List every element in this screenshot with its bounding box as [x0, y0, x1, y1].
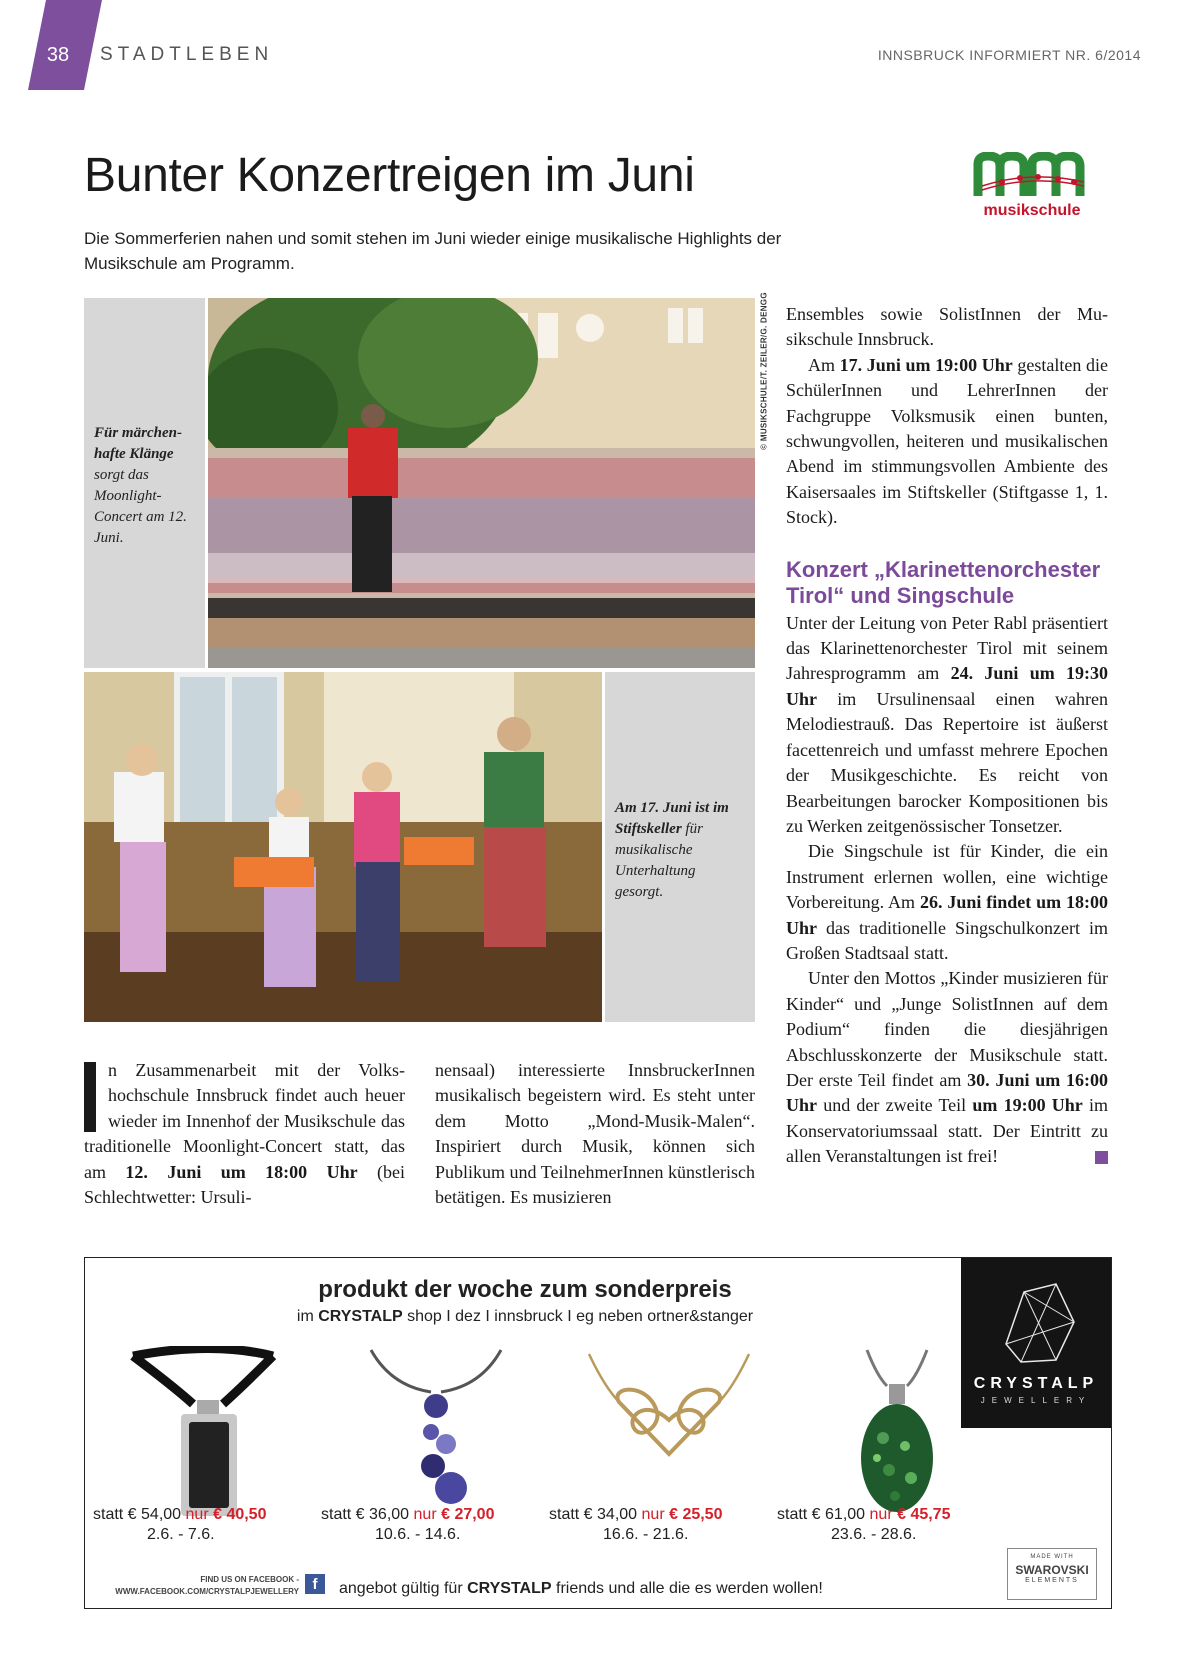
product-green-crystal-egg	[777, 1346, 1017, 1522]
facebook-icon[interactable]: f	[305, 1574, 325, 1594]
product-rectangular-pendant	[93, 1346, 333, 1522]
photo-choir-concert	[208, 298, 755, 668]
ad-title: produkt der woche zum sonderpreis	[318, 1276, 732, 1303]
col3-p3-c: im Ursulinensaal einen wahren Melodiestrauß. Das Repertoire ist äußerst facettenreich und umfasst mehrere Epochen der Musikgeschichte. Es reicht von Bearbeitungen barocker Kompositionen bis zu Werken zeitgenössischer Tonsetzer.	[786, 688, 1108, 836]
facebook-line-2: WWW.FACEBOOK.COM/CRYSTALPJEWELLERY	[115, 1587, 299, 1596]
col3-p2-a: Am	[808, 354, 840, 375]
caption-1	[94, 423, 198, 549]
swarovski-name: SWAROVSKI	[1015, 1563, 1089, 1577]
product-1-nur: nur	[185, 1506, 209, 1523]
ad-subtitle-pre: im	[296, 1308, 319, 1325]
product-1-dates: 2.6. - 7.6.	[147, 1526, 215, 1543]
col3-p4-c: das traditionelle Singschulkonzert im Großen Stadtsaal statt.	[786, 917, 1108, 963]
swarovski-badge	[1007, 1548, 1097, 1600]
crystalp-advertisement	[84, 1257, 1112, 1609]
product-1-new-price: € 40,50	[213, 1506, 267, 1523]
swarovski-made-with: MADE WITH	[1030, 1554, 1074, 1560]
col3-p5-a: Unter den Mottos „Kinder musizieren für Kinder“ und „Junge SolistInnen auf dem Podium“ finden die diesjährigen Abschlusskonzerte der Musikschule statt. Der erste Teil findet am	[786, 968, 1108, 1090]
col3-p5-e: im Konservatoriumssaal statt. Der Eintritt zu allen Veranstaltungen ist frei!	[786, 1095, 1108, 1167]
article-lead: Die Sommerferien nahen und somit stehen im Juni wieder einige musikalische Highlights der Musikschule am Programm.	[84, 229, 782, 273]
ad-footer	[339, 1580, 823, 1598]
col3-para-5	[786, 966, 1108, 1169]
product-3-nur: nur	[641, 1506, 665, 1523]
facebook-link-text[interactable]	[89, 1574, 299, 1598]
subheading-klarinettenorchester: Konzert „Klarinettenorchester Tirol“ und Singschule	[786, 556, 1101, 608]
product-2-new-price: € 27,00	[441, 1506, 495, 1523]
product-3-price	[549, 1506, 789, 1544]
caption-box-2	[605, 672, 755, 1022]
caption-1-rest: sorgt das Moonlight-Concert am 12. Juni.	[94, 467, 187, 546]
col1-bold-date: 12. Juni um 18:00 Uhr	[125, 1161, 358, 1182]
article-column-2	[435, 1058, 755, 1210]
facebook-line-1: FIND US ON FACEBOOK -	[200, 1575, 299, 1584]
col2-text: nensaal) interessierte InnsbruckerInnen musikalisch begeistern wird. Es steht unter dem Motto „Mond-Musik-Malen“. Inspiriert durch Musik, können sich Publikum und TeilnehmerInnen künstlerisch betätigen. Es musizieren	[435, 1060, 755, 1208]
col3-p3-bold: 24. Juni um 19:30 Uhr	[786, 663, 1108, 709]
product-4-dates: 23.6. - 28.6.	[831, 1526, 917, 1543]
caption-box-1	[84, 298, 205, 668]
music-note-logo-icon	[972, 152, 1092, 204]
article-column-3	[786, 302, 1108, 1170]
product-1-price	[93, 1506, 333, 1544]
col3-para-4	[786, 839, 1108, 966]
ad-subtitle	[85, 1308, 965, 1326]
brand-name: CRYSTALP	[973, 1375, 1099, 1392]
col3-p2-bold: 17. Juni um 19:00 Uhr	[839, 354, 1013, 375]
col1-text-2: (bei Schlechtwetter: Ursuli-	[84, 1161, 405, 1208]
publication-info: INNSBRUCK INFORMIERT NR. 6/2014	[877, 47, 1141, 63]
article-end-square-icon	[1095, 1151, 1108, 1164]
product-4-old-price: statt € 61,00	[777, 1506, 866, 1523]
col3-p2-c: gestalten die SchülerInnen und LehrerInnen der Fachgruppe Volksmusik einen bunten, schwungvollen, heiteren und musikalischen Abend im stimmungsvollen Ambiente des Kaisersaales im Stiftskeller (Stiftgasse 1, 1. Stock).	[786, 354, 1109, 528]
product-2-old-price: statt € 36,00	[321, 1506, 410, 1523]
col3-para-2	[786, 353, 1108, 531]
ad-footer-brand: CRYSTALP	[467, 1580, 552, 1597]
page-number: 38	[46, 44, 70, 66]
col1-text-1: n Zusammenarbeit mit der Volkshochschule Innsbruck findet auch heuer wieder im Innenhof der Musikschule das traditionelle Moonlight-Concert statt, das am	[84, 1060, 405, 1182]
musikschule-logo	[972, 152, 1092, 230]
col3-p4-a: Die Singschule ist für Kinder, die ein Instrument erlernen wollen, eine wichtige Vorbereitung. Am	[786, 841, 1108, 913]
product-3-old-price: statt € 34,00	[549, 1506, 638, 1523]
ad-footer-pre: angebot gültig für	[339, 1580, 468, 1597]
col3-para-3	[786, 611, 1108, 840]
brand-subtitle: JEWELLERY	[980, 1396, 1092, 1405]
section-label: STADTLEBEN	[100, 44, 274, 65]
product-4-nur: nur	[869, 1506, 893, 1523]
ad-footer-post: friends und alle die es werden wollen!	[551, 1580, 823, 1597]
product-infinity-heart-necklace	[549, 1346, 789, 1522]
col3-p5-bold-1: 30. Juni um 16:00 Uhr	[786, 1069, 1108, 1116]
photo-credit	[757, 292, 771, 450]
ad-subtitle-post: shop I dez I innsbruck I eg neben ortner&stanger	[402, 1308, 754, 1325]
caption-1-bold: Für märchen-hafte Klänge	[94, 425, 182, 462]
product-2-dates: 10.6. - 14.6.	[375, 1526, 461, 1543]
article-column-1	[84, 1058, 405, 1210]
product-1-old-price: statt € 54,00	[93, 1506, 182, 1523]
caption-2-bold: Am 17. Juni ist im Stiftskeller	[615, 800, 729, 837]
product-blue-crystal-pendant	[321, 1346, 561, 1522]
product-3-dates: 16.6. - 21.6.	[603, 1526, 689, 1543]
product-4-price	[777, 1506, 1017, 1544]
drop-cap-i	[84, 1062, 96, 1132]
col3-p3-a: Unter der Leitung von Peter Rabl präsentiert das Klarinettenorchester Tirol mit seinem Jahresprogramm am	[786, 612, 1108, 684]
col3-p5-c: und der zweite Teil	[817, 1095, 973, 1116]
col3-para-1: Ensembles sowie SolistInnen der Musikschule Innsbruck.	[786, 304, 1108, 350]
col3-p5-bold-2: um 19:00 Uhr	[972, 1095, 1083, 1116]
product-2-price	[321, 1506, 561, 1544]
col3-p4-bold: 26. Juni findet um 18:00 Uhr	[786, 892, 1109, 938]
photo-violin-girls	[84, 672, 602, 1022]
swarovski-elements: ELEMENTS	[1025, 1577, 1079, 1584]
caption-2	[615, 798, 747, 903]
product-3-new-price: € 25,50	[669, 1506, 723, 1523]
photo-credit-text: © MUSIKSCHULE/T. ZEILER/G. DENGG	[759, 292, 769, 450]
article-title: Bunter Konzertreigen im Juni	[84, 149, 695, 202]
ad-subtitle-brand: CRYSTALP	[318, 1308, 403, 1325]
product-2-nur: nur	[413, 1506, 437, 1523]
logo-text: musikschule	[983, 202, 1081, 219]
caption-2-rest: für musikalische Unterhaltung gesorgt.	[615, 821, 703, 900]
product-4-new-price: € 45,75	[897, 1506, 951, 1523]
